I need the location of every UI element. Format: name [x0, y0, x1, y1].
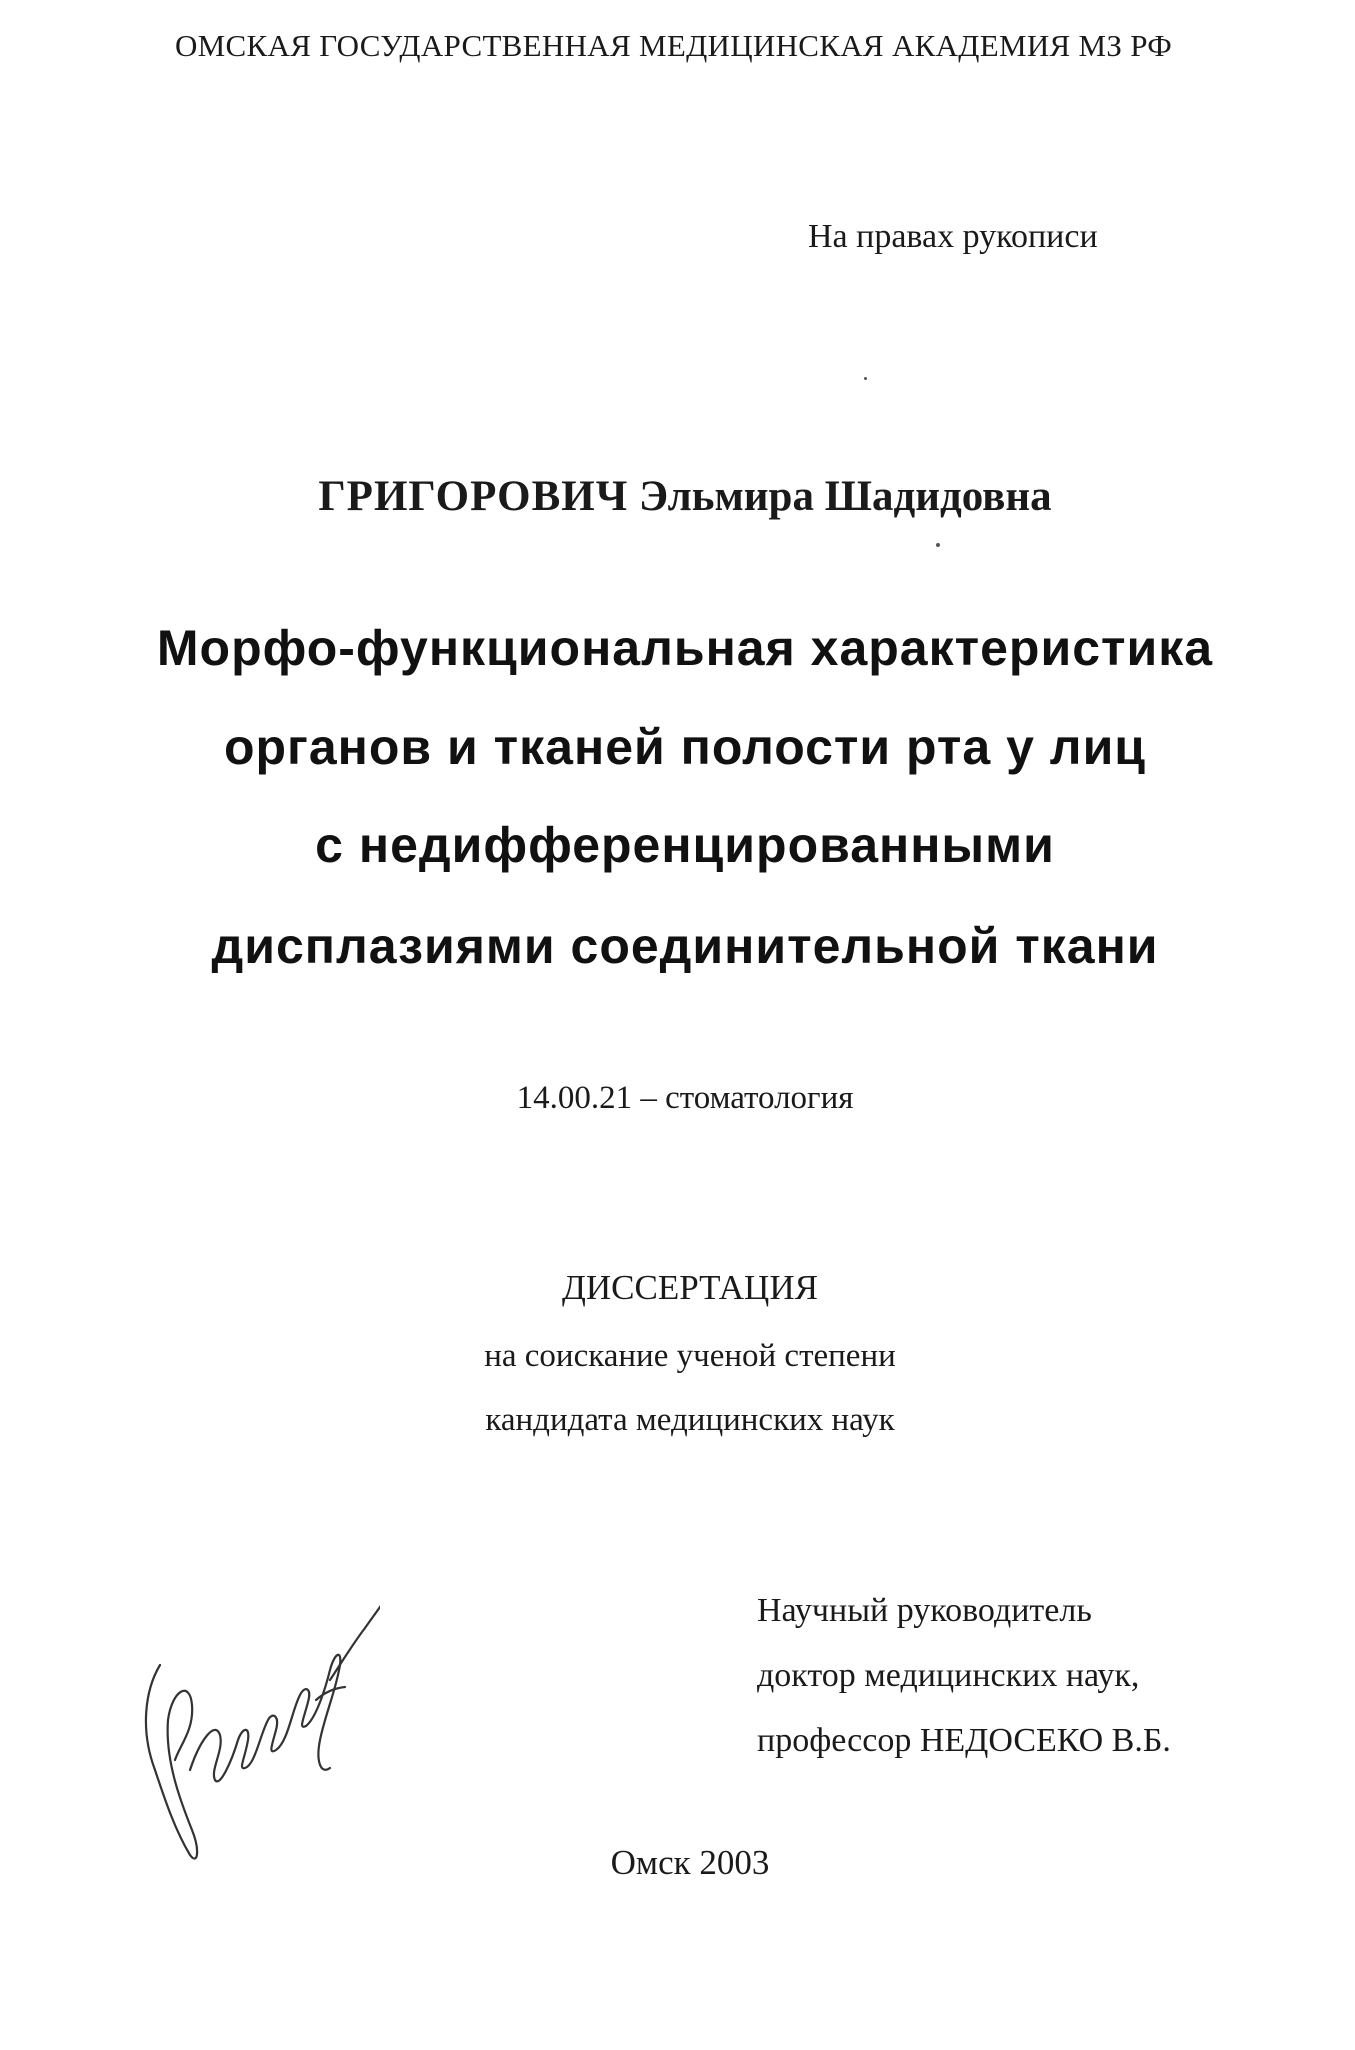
advisor-degree: доктор медицинских наук,: [757, 1657, 1140, 1694]
advisor-role: Научный руководитель: [757, 1592, 1092, 1629]
degree-line: кандидата медицинских наук: [485, 1402, 895, 1438]
document-type: ДИССЕРТАЦИЯ: [562, 1268, 818, 1307]
author-name: [0, 472, 1355, 521]
title-line: дисплазиями соединительной ткани: [211, 918, 1159, 974]
place-year: Омск 2003: [610, 1843, 770, 1882]
title-line: с недифференцированными: [315, 817, 1055, 873]
specialty-code: 14.00.21 – стоматология: [516, 1080, 854, 1116]
manuscript-note: На правах рукописи: [808, 218, 1098, 255]
scan-speck: [936, 543, 940, 547]
author-surname: ГРИГОРОВИЧ: [318, 473, 629, 520]
institution-header: ОМСКАЯ ГОСУДАРСТВЕННАЯ МЕДИЦИНСКАЯ АКАДЕМИЯ МЗ РФ: [175, 28, 1173, 63]
author-given-names: Эльмира Шадидовна: [639, 473, 1052, 520]
scan-speck: [864, 377, 867, 380]
advisor-name: профессор НЕДОСЕКО В.Б.: [757, 1722, 1171, 1759]
title-line: Морфо-функциональная характеристика: [156, 620, 1214, 676]
handwritten-signature: [120, 1570, 380, 1870]
title-line: органов и тканей полости рта у лиц: [223, 719, 1147, 775]
degree-line: на соискание ученой степени: [484, 1338, 896, 1374]
